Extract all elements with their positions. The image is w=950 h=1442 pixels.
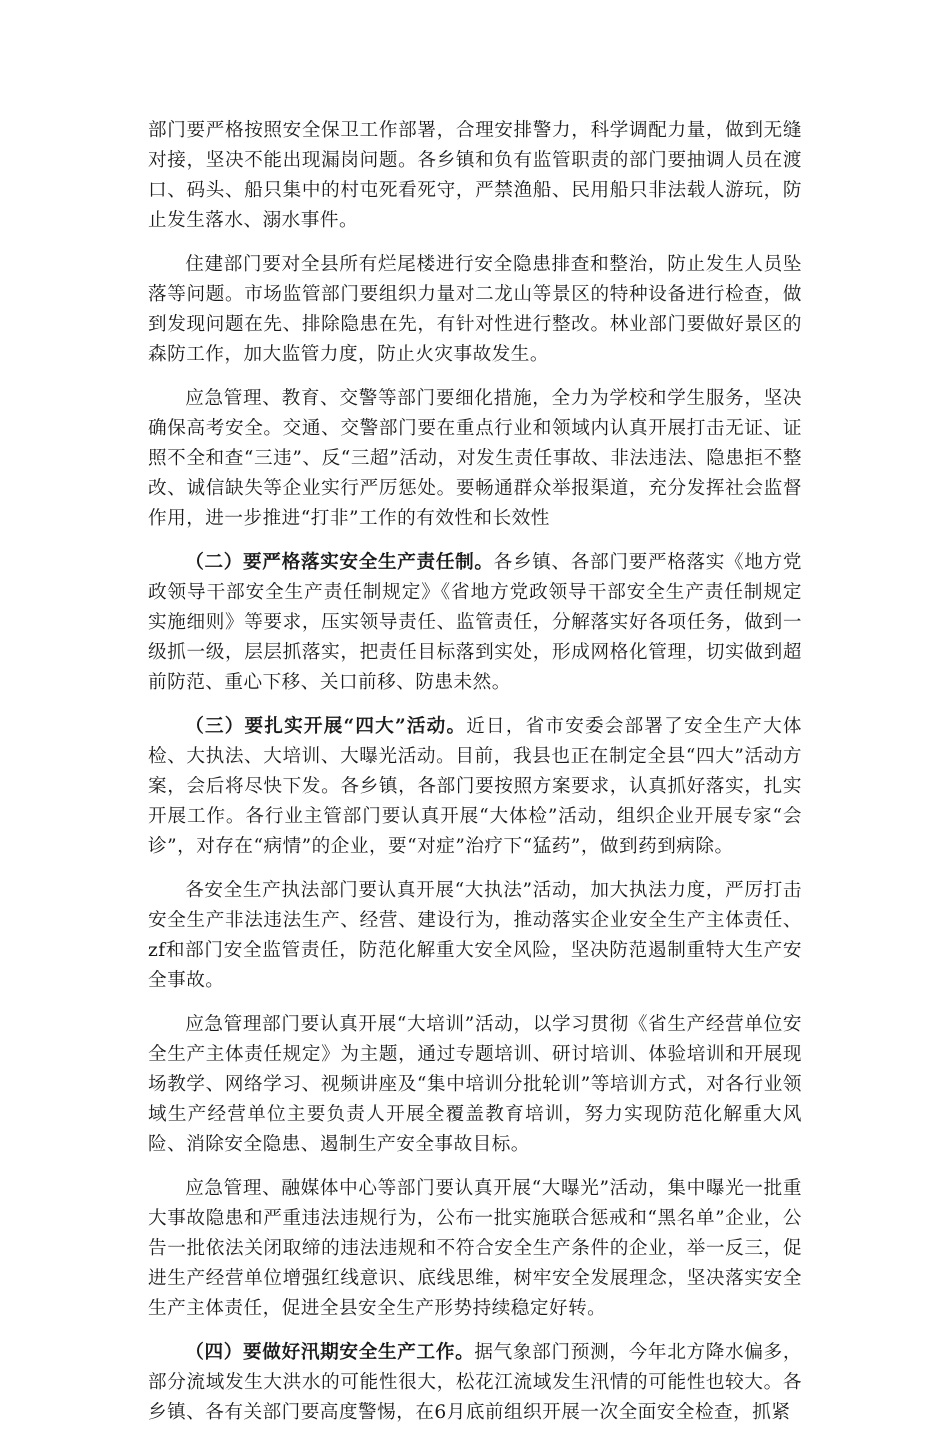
paragraph-5 xyxy=(148,712,802,862)
paragraph-3-text: 应急管理、教育、交警等部门要细化措施，全力为学校和学生服务，坚决确保高考安全。交通、交警部门要在重点行业和领域内认真开展打击无证、证照不全和查“三违”、反“三超”活动，对发生责任事故、非法违法、隐患拒不整改、诚信缺失等企业实行严厉惩处。要畅通群众举报渠道，充分发挥社会监督作用，进一步推进“打非”工作的有效性和长效性 xyxy=(148,388,802,529)
paragraph-7-text: 应急管理部门要认真开展“大培训”活动，以学习贯彻《省生产经营单位安全生产主体责任规定》为主题，通过专题培训、研讨培训、体验培训和开展现场教学、网络学习、视频讲座及“集中培训分批轮训”等培训方式，对各行业领域生产经营单位主要负责人开展全覆盖教育培训，努力实现防范化解重大风险、消除安全隐患、遏制生产安全事故目标。 xyxy=(148,1014,802,1155)
paragraph-8-text: 应急管理、融媒体中心等部门要认真开展“大曝光”活动，集中曝光一批重大事故隐患和严重违法违规行为，公布一批实施联合惩戒和“黑名单”企业，公告一批依法关闭取缔的违法违规和不符合安全生产条件的企业，举一反三，促进生产经营单位增强红线意识、底线思维，树牢安全发展理念，坚决落实安全生产主体责任，促进全县安全生产形势持续稳定好转。 xyxy=(148,1178,802,1319)
paragraph-3 xyxy=(148,384,802,534)
paragraph-1 xyxy=(148,116,802,236)
paragraph-6-text: 各安全生产执法部门要认真开展“大执法”活动，加大执法力度，严厉打击安全生产非法违法生产、经营、建设行为，推动落实企业安全生产主体责任、zf和部门安全监管责任，防范化解重大安全风险，坚决防范遏制重特大生产安全事故。 xyxy=(148,880,802,991)
paragraph-6 xyxy=(148,876,802,996)
section-heading-2: （二）要严格落实安全生产责任制。 xyxy=(185,552,494,573)
paragraph-7 xyxy=(148,1010,802,1160)
paragraph-8 xyxy=(148,1174,802,1324)
document-page xyxy=(148,116,802,1442)
paragraph-2-text: 住建部门要对全县所有烂尾楼进行安全隐患排查和整治，防止发生人员坠落等问题。市场监管部门要组织力量对二龙山等景区的特种设备进行检查，做到发现问题在先、排除隐患在先，有针对性进行整改。林业部门要做好景区的森防工作，加大监管力度，防止火灾事故发生。 xyxy=(148,254,802,365)
paragraph-1-text: 部门要严格按照安全保卫工作部署，合理安排警力，科学调配力量，做到无缝对接，坚决不能出现漏岗问题。各乡镇和负有监管职责的部门要抽调人员在渡口、码头、船只集中的村屯死看死守，严禁渔船、民用船只非法载人游玩，防止发生落水、溺水事件。 xyxy=(148,120,802,231)
paragraph-2 xyxy=(148,250,802,370)
paragraph-9 xyxy=(148,1338,802,1428)
paragraph-4-text: 各乡镇、各部门要严格落实《地方党政领导干部安全生产责任制规定》《省地方党政领导干部安全生产责任制规定实施细则》等要求，压实领导责任、监管责任，分解落实好各项任务，做到一级抓一级，层层抓落实，把责任目标落到实处，形成网格化管理，切实做到超前防范、重心下移、关口前移、防患未然。 xyxy=(148,552,802,693)
section-heading-4: （四）要做好汛期安全生产工作。 xyxy=(185,1342,475,1363)
paragraph-5-text: 近日，省市安委会部署了安全生产大体检、大执法、大培训、大曝光活动。目前，我县也正在制定全县“四大”活动方案，会后将尽快下发。各乡镇，各部门要按照方案要求，认真抓好落实，扎实开展工作。各行业主管部门要认真开展“大体检”活动，组织企业开展专家“会诊”，对存在“病情”的企业，要“对症”治疗下“猛药”，做到药到病除。 xyxy=(148,716,802,857)
paragraph-4 xyxy=(148,548,802,698)
paragraph-9-text: 据气象部门预测，今年北方降水偏多，部分流域发生大洪水的可能性很大，松花江流域发生汛情的可能性也较大。各乡镇、各有关部门要高度警惕，在6月底前组织开展一次全面安全检查，抓紧 xyxy=(148,1342,802,1423)
section-heading-3: （三）要扎实开展“四大”活动。 xyxy=(185,716,467,737)
